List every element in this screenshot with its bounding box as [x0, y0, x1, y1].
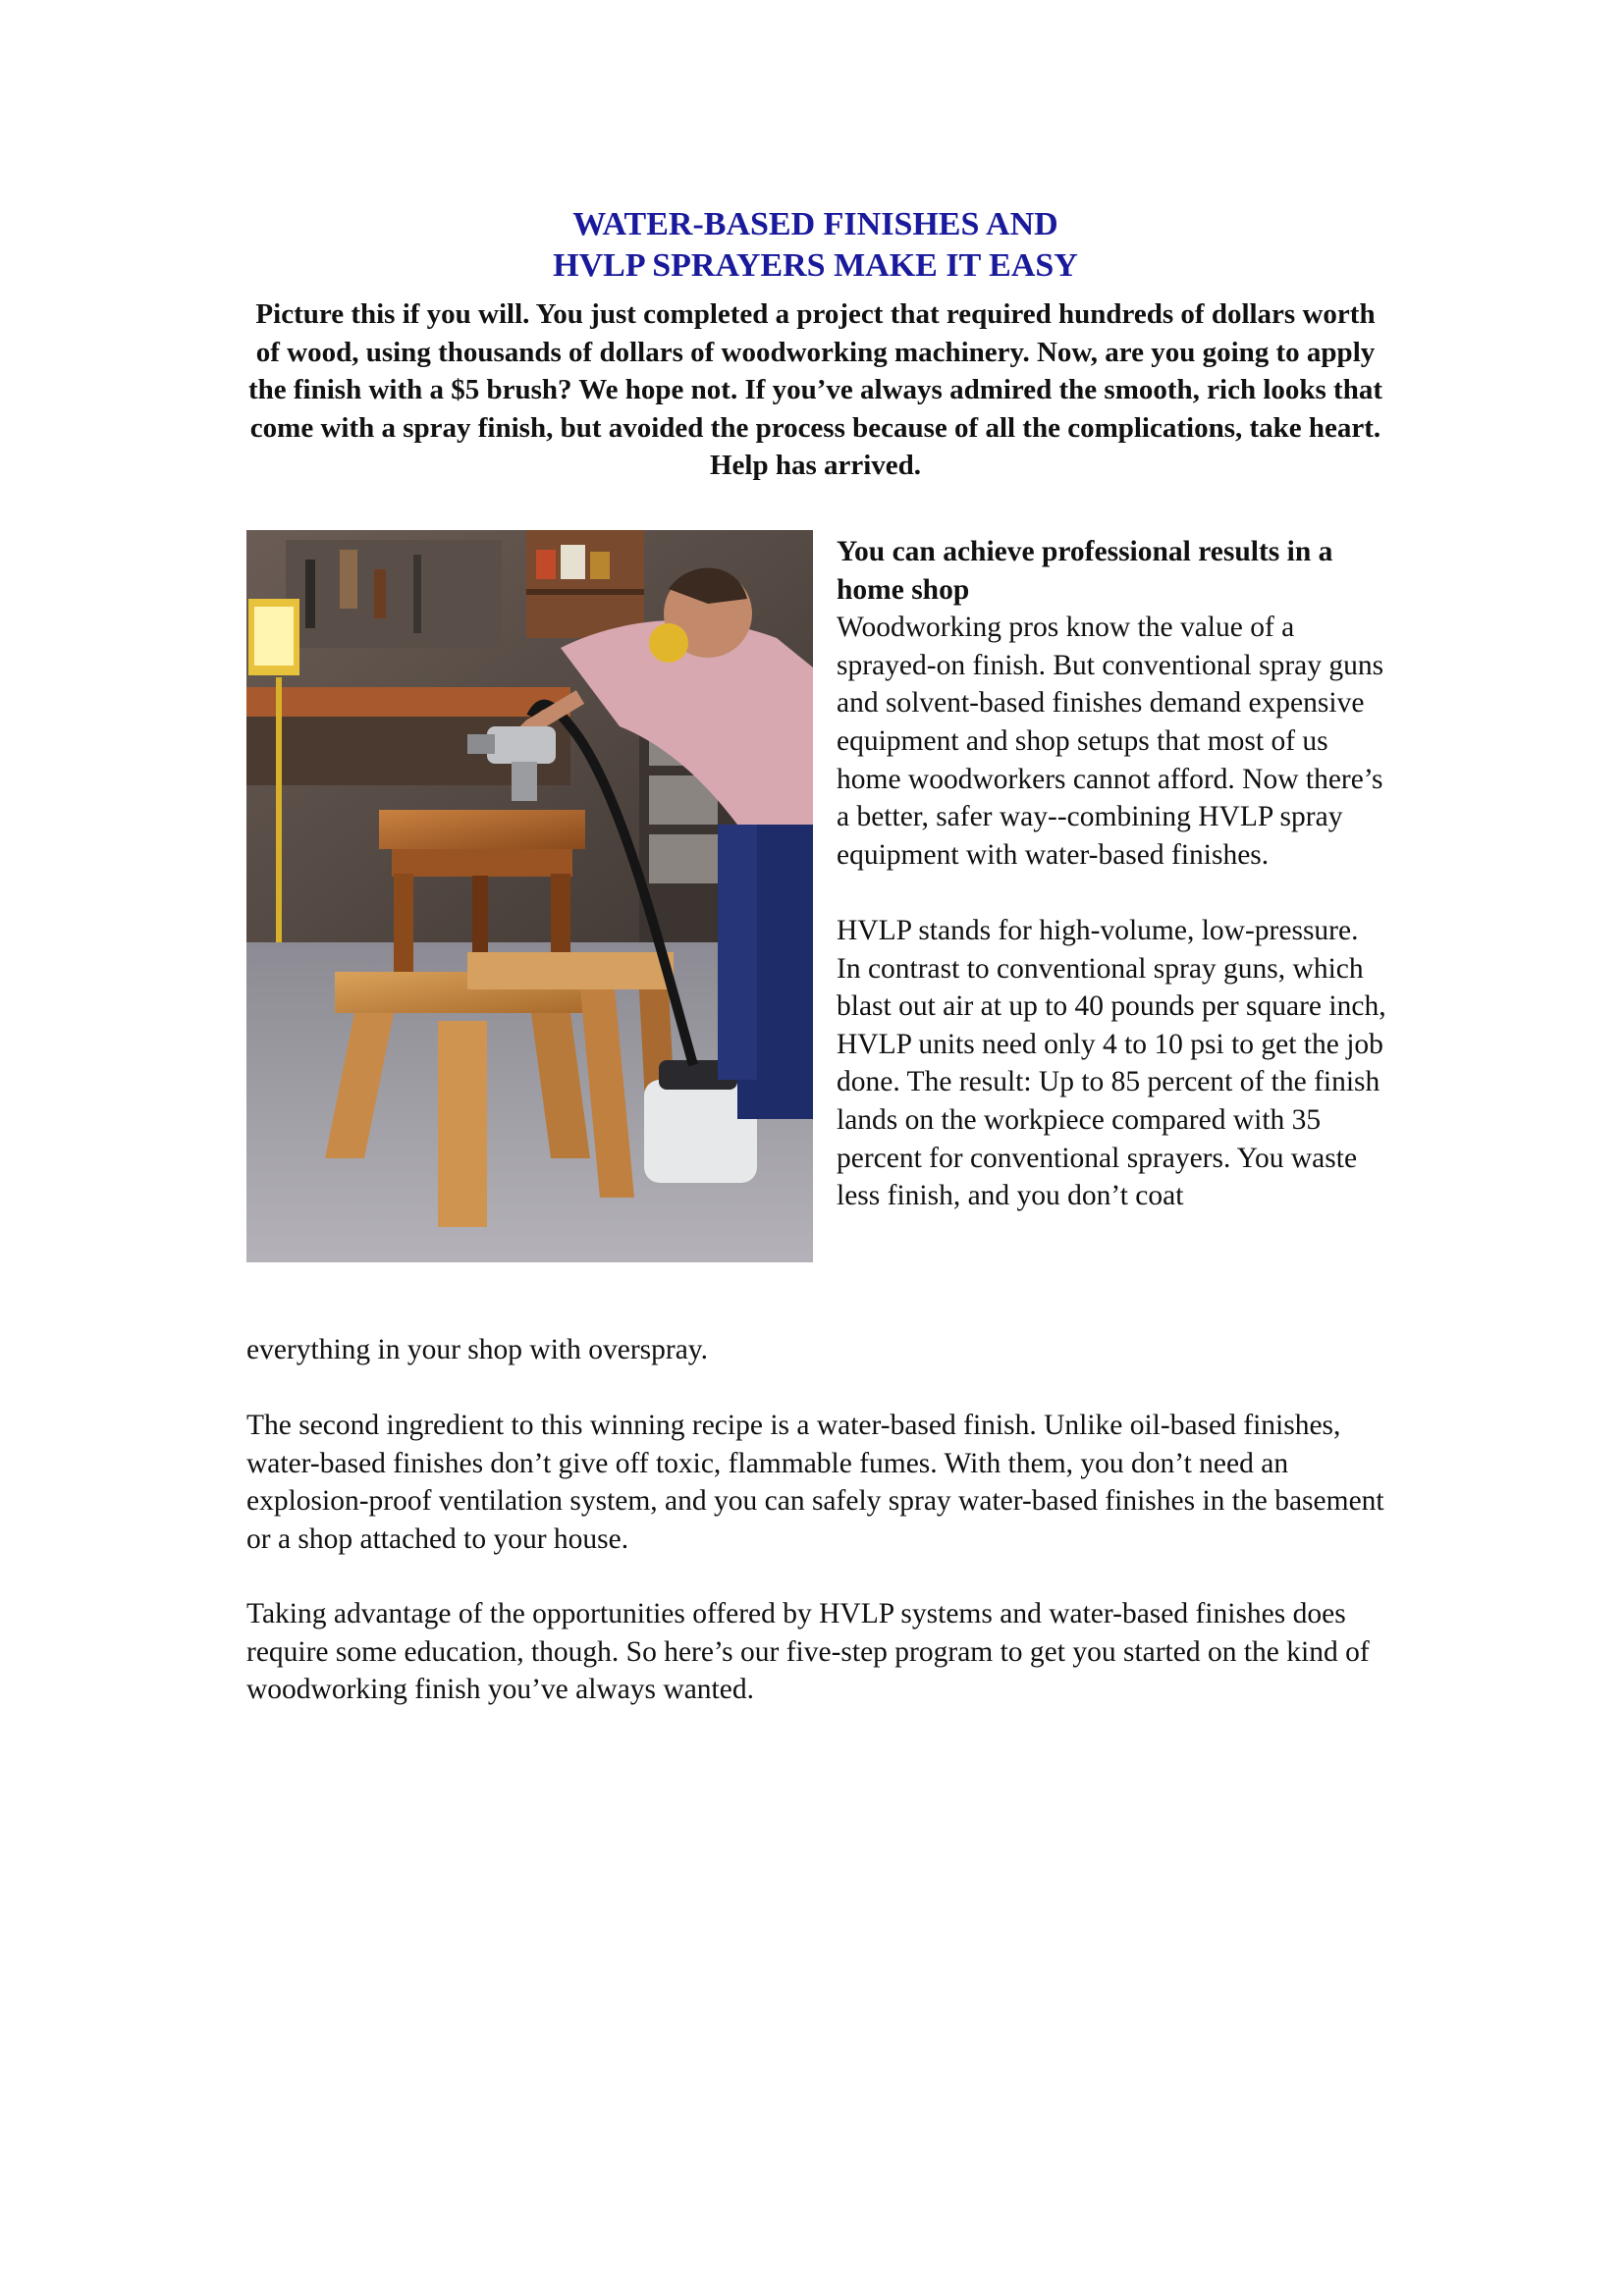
- section-paragraph-2-continued: everything in your shop with overspray.: [246, 1334, 708, 1365]
- intro-paragraph: Picture this if you will. You just completed a project that required hundreds of dollars worth of wood, using thousands of dollars of woodworking machinery. Now, are you going to apply the finish with a $5 brush? We hope not. If you’ve always admired the smooth, rich looks that come with a spray finish, but avoided the process because of all the complications, take heart. Help has arrived.: [247, 298, 1382, 481]
- woodworker-spraying-photo: [246, 530, 813, 1262]
- paragraph-4: Taking advantage of the opportunities offered by HVLP systems and water-based finishes does require some education, though. So here’s our five-step program to get you started on the kind of woodworking finish you’ve always wanted.: [246, 1598, 1370, 1706]
- section-paragraph-2: HVLP stands for high-volume, low-pressure. In contrast to conventional spray guns, which blast out air at up to 40 pounds per square inch, HVLP units need only 4 to 10 psi to get the job done. The result: Up to 85 percent of the finish lands on the workpiece compared with 35 percent for conventional sprayers. You waste less finish, and you don’t coat: [837, 914, 1386, 1212]
- title-line-2: HVLP SPRAYERS MAKE IT EASY: [553, 247, 1078, 284]
- right-column-text: [837, 533, 1386, 1215]
- paragraph-program: [246, 1595, 1385, 1709]
- paragraph-water-based: [246, 1407, 1385, 1558]
- section-paragraph-1: Woodworking pros know the value of a sprayed-on finish. But conventional spray guns and solvent-based finishes demand expensive equipment and shop setups that most of us home woodworkers cannot afford. Now there’s a better, safer way--combining HVLP spray equipment with water-based finishes.: [837, 612, 1384, 871]
- article-title: [245, 204, 1385, 287]
- title-line-1: WATER-BASED FINISHES AND: [572, 206, 1058, 242]
- section-subheading: You can achieve professional results in a home shop: [837, 536, 1333, 606]
- paragraph-3: The second ingredient to this winning recipe is a water-based finish. Unlike oil-based finishes, water-based finishes don’t give off toxic, flammable fumes. With them, you don’t need an explosion-proof ventilation system, and you can safely spray water-based finishes in the basement or a shop attached to your house.: [246, 1410, 1384, 1555]
